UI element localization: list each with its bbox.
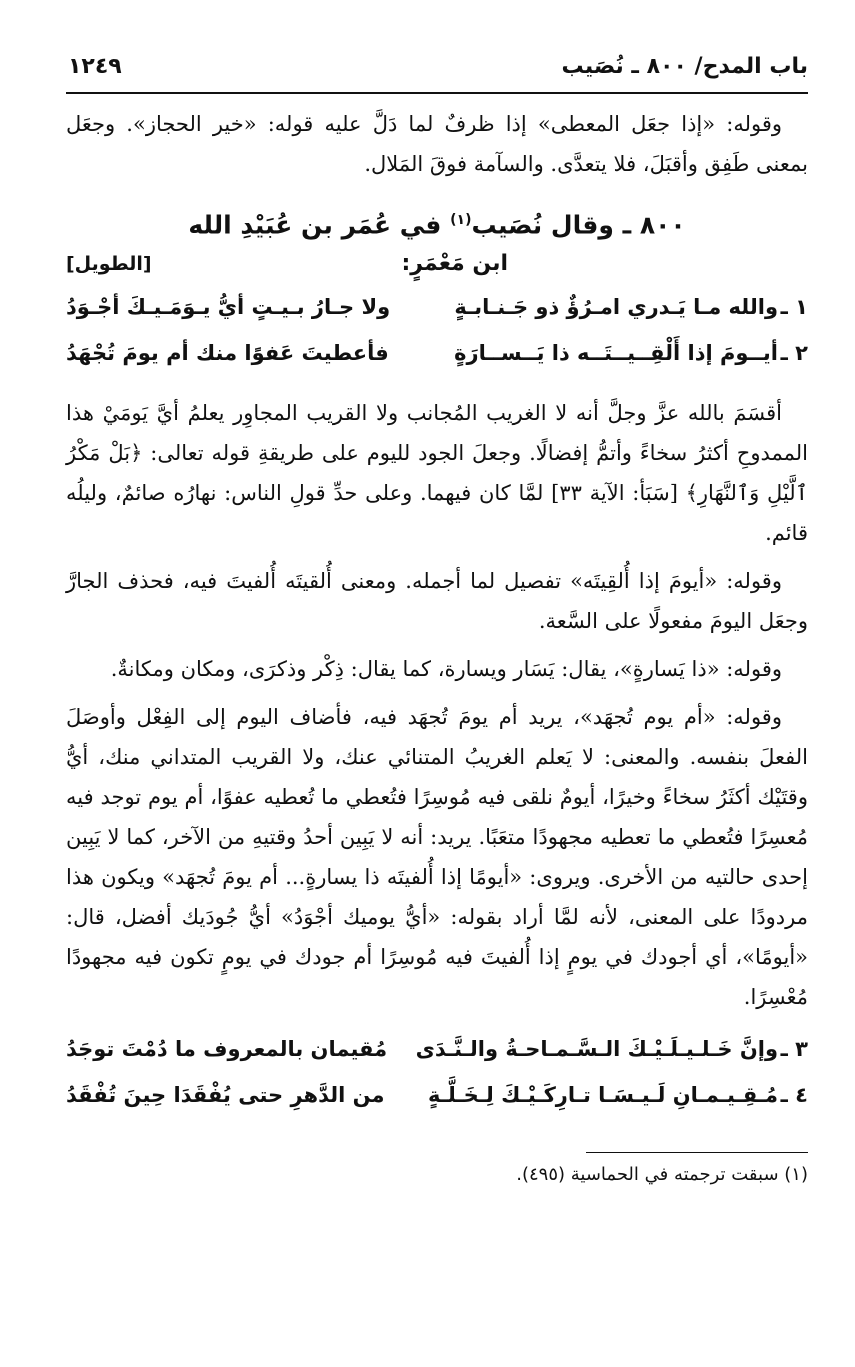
verse-line bbox=[66, 1075, 808, 1121]
page-number: ١٢٤٩ bbox=[68, 54, 122, 79]
verse-number: ٣ ـ bbox=[780, 1037, 808, 1062]
meter-label: [الطويل] bbox=[66, 253, 152, 276]
header-title: باب المدح/ ٨٠٠ ـ نُصَيب bbox=[561, 54, 808, 79]
commentary-paragraph: وقوله: «أم يوم تُجهَد»، يريد أم يومَ تُجهَد فيه، فأضاف اليوم إلى الفِعْل وأوصَلَ الفعلَ بنفسه. والمعنى: لا يَعلم الغريبُ المتنائي عنك، ولا القريب المتداني منك، أيُّ وقتَيْك أكثَرُ سخاءً وخيرًا، أيومٌ نلقى فيه مُوسِرًا فتُعطي ما تُعطيه عفوًا، أم يوم توجد فيه مُعسِرًا فتُعطي ما تعطيه مجهودًا متعَبًا. يريد: أنه لا يَبِين أحدُ وقتيهِ من الآخر، كما لا يَبِين إحدى حالتيه من الأخرى. ويروى: «أيومًا إذا أُلفيتَه ذا يسارةٍ... أم يومَ تُجهَد» ويكون هذا مردودًا على المعنى، لأنه لمَّا أراد بقوله: «أيُّ يوميك أجْوَدُ» أيُّ جُودَيك أفضل، قال: «أيومًا»، أي أجودك في يومٍ إذا أُلفيتَ فيه مُوسِرًا أم جودك في يومٍ تكون فيه مجهودًا مُعْسِرًا. bbox=[66, 705, 808, 1010]
verse-hemistich-second: فأعطيتَ عَفوًا منك أم يومَ تُجْهَدُ bbox=[66, 341, 389, 366]
poem-heading-continued bbox=[66, 247, 808, 287]
poem-heading-text-end: في عُمَر بن عُبَيْدِ الله bbox=[188, 210, 442, 240]
verse-number: ٤ ـ bbox=[780, 1083, 808, 1108]
verse-hemistich-second: من الدَّهرِ حتى يُفْقَدَا حِينَ تُفْقَدُ bbox=[66, 1083, 385, 1108]
book-page bbox=[66, 48, 808, 1338]
verse-hemistich-second: مُقيمان بالمعروف ما دُمْتَ توجَدُ bbox=[66, 1037, 388, 1062]
verse-hemistich-first: مُـقِـيـمـانِ لَـيـسَـا تـارِكَـيْـكَ لِـخَـلَّـةٍ bbox=[427, 1083, 778, 1108]
running-header bbox=[66, 48, 808, 94]
footnote: (١) سبقت ترجمته في الحماسية (٤٩٥). bbox=[516, 1164, 808, 1185]
verse-number: ١ ـ bbox=[780, 295, 808, 320]
verse-hemistich-first: أيــومَ إذا أَلْقِــيــتَــه ذا يَــســارَةٍ bbox=[454, 341, 778, 366]
verse-line bbox=[66, 287, 808, 333]
verse-hemistich-second: ولا جـارُ بـيـتٍ أيُّ يـوَمَـيـكَ أجْـوَدُ bbox=[66, 295, 391, 320]
commentary-paragraph: وقوله: «ذا يَسارةٍ»، يقال: يَسَار ويسارة، كما يقال: ذِكْر وذكرَى، ومكان ومكانةٌ. bbox=[110, 657, 782, 682]
poem-heading-text: ٨٠٠ ـ وقال نُصَيب bbox=[471, 210, 686, 240]
commentary-paragraph: أقسَمَ بالله عزَّ وجلَّ أنه لا الغريب المُجانب ولا القريب المجاوِر يعلمُ أيَّ يَومَيْ هذا الممدوحِ أكثرُ سخاءً وأتمُّ إفضالًا. وجعلَ الجود لليوم على طريقةِ قوله تعالى: ﴿بَلْ مَكْرُ ٱلَّيْلِ وَٱلنَّهَارِ﴾ [سَبَأ: الآية ٣٣] لمَّا كان فيهما. وعلى حدِّ قولِ الناس: نهارُه صائمٌ، وليلُه قائم. bbox=[66, 401, 808, 546]
verse-number: ٢ ـ bbox=[780, 341, 808, 366]
footnote-divider bbox=[586, 1152, 808, 1153]
poem-heading-line2: ابن مَعْمَرٍ: bbox=[401, 251, 508, 277]
verse-line bbox=[66, 1029, 808, 1075]
paragraph-intro: وقوله: «إذا جعَل المعطى» إذا ظرفٌ لما دَلَّ عليه قوله: «خير الحجاز». وجعَل بمعنى طَفِق وأقبَلَ، فلا يتعدَّى. والسآمة فوقَ المَلال. bbox=[66, 112, 808, 176]
commentary-paragraph: وقوله: «أيومَ إذا أُلقِيتَه» تفصيل لما أجمله. ومعنى أُلقيتَه أُلفيتَ فيه، فحذف الجارَّ وجعَل اليومَ مفعولًا على السَّعة. bbox=[66, 569, 808, 634]
verse-hemistich-first: والله مـا يَـدري امـرُؤٌ ذو جَـنـابـةٍ bbox=[454, 295, 778, 320]
poem-heading bbox=[66, 198, 808, 247]
verse-line bbox=[66, 333, 808, 379]
verse-hemistich-first: وإنَّ خَـلـيـلَـيْـكَ الـسَّـمـاحـةُ والـنَّـدَى bbox=[415, 1037, 778, 1062]
footnote-mark: (١) bbox=[450, 212, 472, 228]
